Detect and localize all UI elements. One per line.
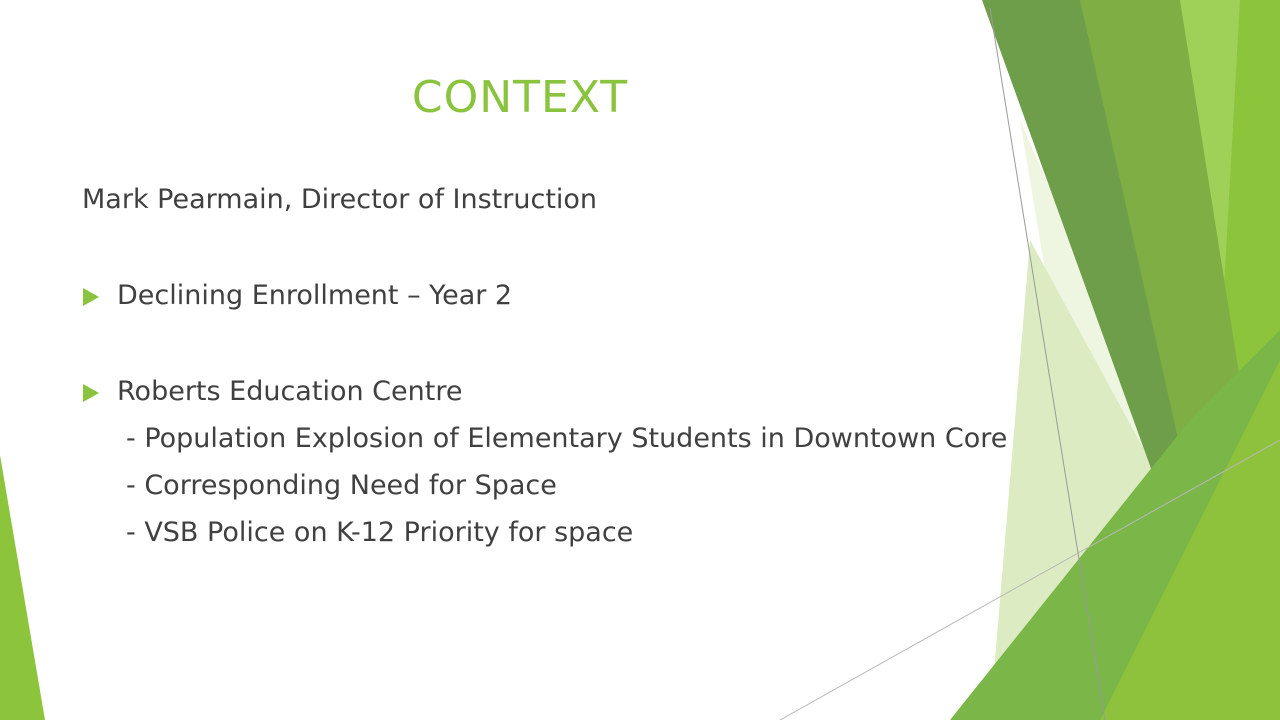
sub-item-space-need: - Corresponding Need for Space [126,470,557,501]
bullet-text: Roberts Education Centre [117,376,463,407]
arrow-bullet-icon [83,384,99,402]
arrow-bullet-icon [83,288,99,306]
slide-title: CONTEXT [411,72,629,123]
sub-item-population: - Population Explosion of Elementary Students in Downtown Core [126,423,1008,454]
presenter-line: Mark Pearmain, Director of Instruction [82,184,598,215]
sub-item-list [126,419,1082,553]
bullet-declining-enrollment [82,276,1082,316]
sub-item-vsb-policy: - VSB Police on K-12 Priority for space [126,517,634,548]
slide-content [82,180,1082,560]
bullet-roberts-education-centre [82,372,1082,412]
bullet-text: Declining Enrollment – Year 2 [117,280,513,311]
left-edge-shape [0,455,45,720]
